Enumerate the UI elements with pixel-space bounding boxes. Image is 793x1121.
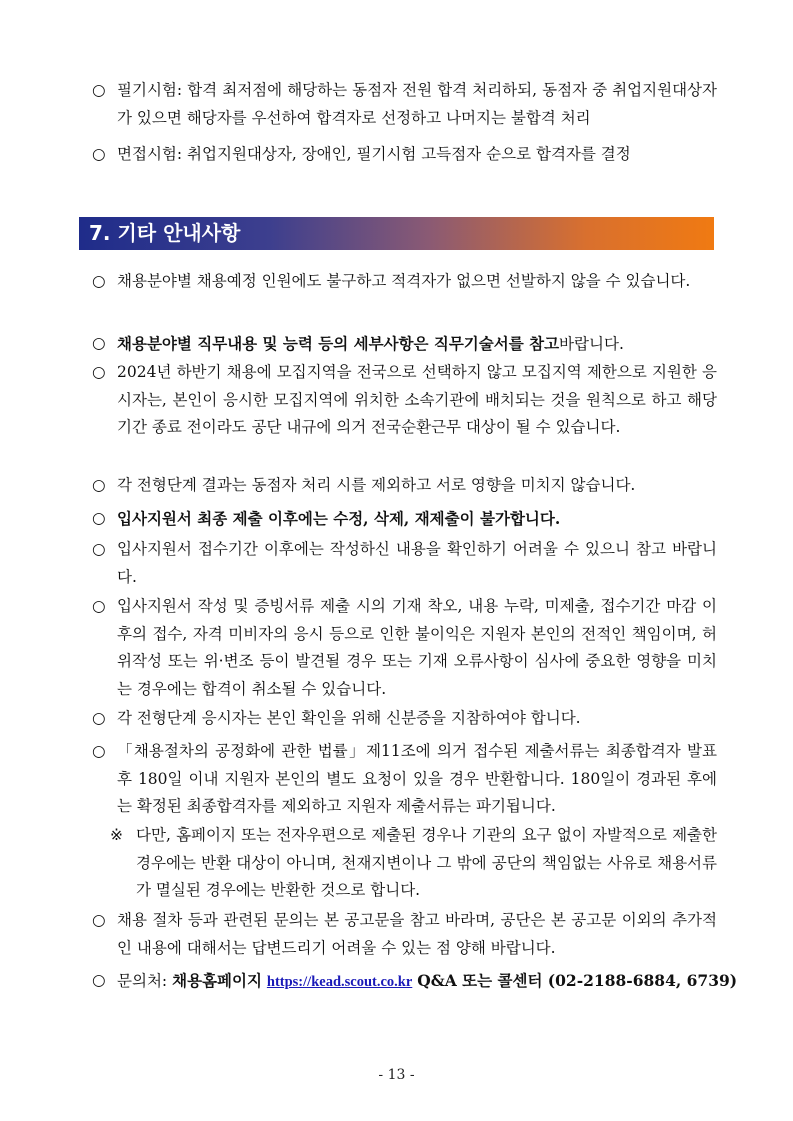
list-item <box>92 505 717 533</box>
contact-item <box>92 967 738 997</box>
bullet-icon: ○ <box>92 334 106 352</box>
list-item-text: 「채용절차의 공정화에 관한 법률」제11조에 의거 접수된 제출서류는 최종합격자 발표 후 180일 이내 지원자 본인의 별도 요청이 있을 경우 반환합니다. 180일이 경과된 후에는 확정된 최종합격자를 제외하고 지원자 제출서류는 파기됩니다. <box>117 742 717 815</box>
list-item <box>92 330 717 359</box>
reference-mark-icon: ※ <box>110 826 123 844</box>
section-title: 7. 기타 안내사항 <box>89 221 241 245</box>
list-item-text: 각 전형단계 응시자는 본인 확인을 위해 신분증을 지참하여야 합니다. <box>117 709 581 727</box>
recruit-site-link[interactable]: https://kead.scout.co.kr <box>266 974 413 990</box>
bullet-icon: ○ <box>92 971 106 989</box>
page-number: - 13 - <box>378 1067 415 1083</box>
plain-text: 바랍니다. <box>559 335 624 353</box>
list-item-text: 필기시험: 합격 최저점에 해당하는 동점자 전원 합격 처리하되, 동점자 중 취업지원대상자가 있으면 해당자를 우선하여 합격자로 선정하고 나머지는 불합격 처리 <box>117 81 717 127</box>
list-item-text: 입사지원서 작성 및 증빙서류 제출 시의 기재 착오, 내용 누락, 미제출, 접수기간 마감 이후의 접수, 자격 미비자의 응시 등으로 인한 불이익은 지원자 본인의 전적인 책임이며, 허위작성 또는 위·변조 등이 발견될 경우 또는 기재 오류사항이 심사에 중요한 영향을 미치는 경우에는 합격이 취소될 수 있습니다. <box>117 597 717 698</box>
list-item <box>92 705 717 733</box>
list-item <box>92 141 717 169</box>
bullet-icon: ○ <box>92 272 106 290</box>
bullet-icon: ○ <box>92 540 106 558</box>
list-item <box>92 268 717 296</box>
contact-text <box>117 967 738 997</box>
recruit-site-label: 채용홈페이지 <box>172 971 262 990</box>
emphasis-text: 채용분야별 직무내용 및 능력 등의 세부사항은 직무기술서를 참고 <box>117 334 560 353</box>
bullet-icon: ○ <box>92 476 106 494</box>
list-item-text: 면접시험: 취업지원대상자, 장애인, 필기시험 고득점자 순으로 합격자를 결정 <box>117 145 631 163</box>
list-item <box>92 77 717 132</box>
list-item-text: 2024년 하반기 채용에 모집지역을 전국으로 선택하지 않고 모집지역 제한으로 지원한 응시자는, 본인이 응시한 모집지역에 위치한 소속기관에 배치되는 것을 원칙으로 하고 해당기간 종료 전이라도 공단 내규에 의거 전국순환근무 대상이 될 수 있습니다. <box>117 363 717 436</box>
list-item <box>92 593 717 703</box>
note-item <box>110 822 717 905</box>
bullet-icon: ○ <box>92 81 106 99</box>
list-item-text <box>117 330 717 359</box>
note-text: 다만, 홈페이지 또는 전자우편으로 제출된 경우나 기관의 요구 없이 자발적으로 제출한 경우에는 반환 대상이 아니며, 천재지변이나 그 밖에 공단의 책임없는 사유로 채용서류가 멸실된 경우에는 반환한 것으로 합니다. <box>136 826 717 899</box>
call-center-info: Q&A 또는 콜센터 (02-2188-6884, 6739) <box>417 971 738 990</box>
list-item <box>92 536 717 591</box>
list-item-text: 입사지원서 접수기간 이후에는 작성하신 내용을 확인하기 어려울 수 있으니 참고 바랍니다. <box>117 540 717 586</box>
list-item-text: 입사지원서 최종 제출 이후에는 수정, 삭제, 재제출이 불가합니다. <box>117 509 561 528</box>
bullet-icon: ○ <box>92 709 106 727</box>
bullet-icon: ○ <box>92 911 106 929</box>
bullet-icon: ○ <box>92 363 106 381</box>
contact-label: 문의처: <box>117 972 168 990</box>
bullet-icon: ○ <box>92 145 106 163</box>
section-heading <box>79 217 714 250</box>
list-item <box>92 472 717 500</box>
list-item <box>92 738 717 821</box>
list-item-text: 각 전형단계 결과는 동점자 처리 시를 제외하고 서로 영향을 미치지 않습니다. <box>117 476 636 494</box>
bullet-icon: ○ <box>92 742 106 760</box>
bullet-icon: ○ <box>92 509 106 527</box>
bullet-icon: ○ <box>92 597 106 615</box>
list-item <box>92 907 717 962</box>
list-item-text: 채용 절차 등과 관련된 문의는 본 공고문을 참고 바라며, 공단은 본 공고문 이외의 추가적인 내용에 대해서는 답변드리기 어려울 수 있는 점 양해 바랍니다. <box>117 911 717 957</box>
list-item-text: 채용분야별 채용예정 인원에도 불구하고 적격자가 없으면 선발하지 않을 수 있습니다. <box>117 272 691 290</box>
list-item <box>92 359 717 442</box>
